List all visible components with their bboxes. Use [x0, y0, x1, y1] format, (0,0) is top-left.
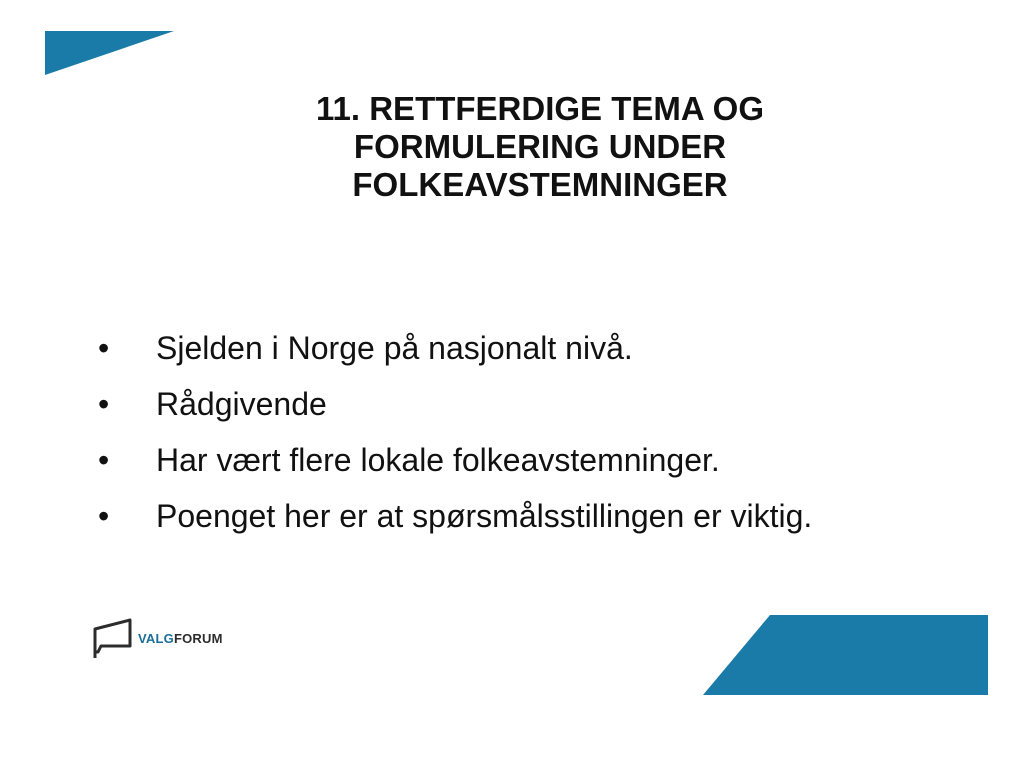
speech-flag-icon	[92, 616, 134, 660]
valgforum-logo	[92, 614, 262, 662]
bullet-text: Poenget her er at spørsmålsstillingen er viktig.	[156, 498, 813, 534]
bullet-item	[96, 440, 896, 480]
bullet-marker: •	[98, 498, 110, 534]
bullet-item	[96, 384, 896, 424]
logo-text-valg: VALG	[138, 630, 174, 646]
bullet-item	[96, 496, 896, 536]
bullet-item	[96, 328, 896, 368]
bullet-marker: •	[98, 386, 110, 422]
bullet-text: Rådgivende	[156, 386, 327, 422]
bullet-marker: •	[98, 330, 110, 366]
bullet-marker: •	[98, 442, 110, 478]
title-line: FOLKEAVSTEMNINGER	[352, 166, 728, 203]
bullet-text: Har vært flere lokale folkeavstemninger.	[156, 442, 720, 478]
bullet-list	[96, 328, 896, 552]
bullet-text: Sjelden i Norge på nasjonalt nivå.	[156, 330, 633, 366]
logo-wordmark	[138, 631, 223, 646]
title-line: 11. RETTFERDIGE TEMA OG	[316, 90, 764, 127]
top-left-accent-shape	[45, 31, 174, 75]
slide-title	[200, 90, 880, 204]
bottom-right-accent-shape	[703, 615, 988, 695]
logo-text-forum: FORUM	[173, 630, 223, 646]
title-line: FORMULERING UNDER	[353, 128, 727, 165]
